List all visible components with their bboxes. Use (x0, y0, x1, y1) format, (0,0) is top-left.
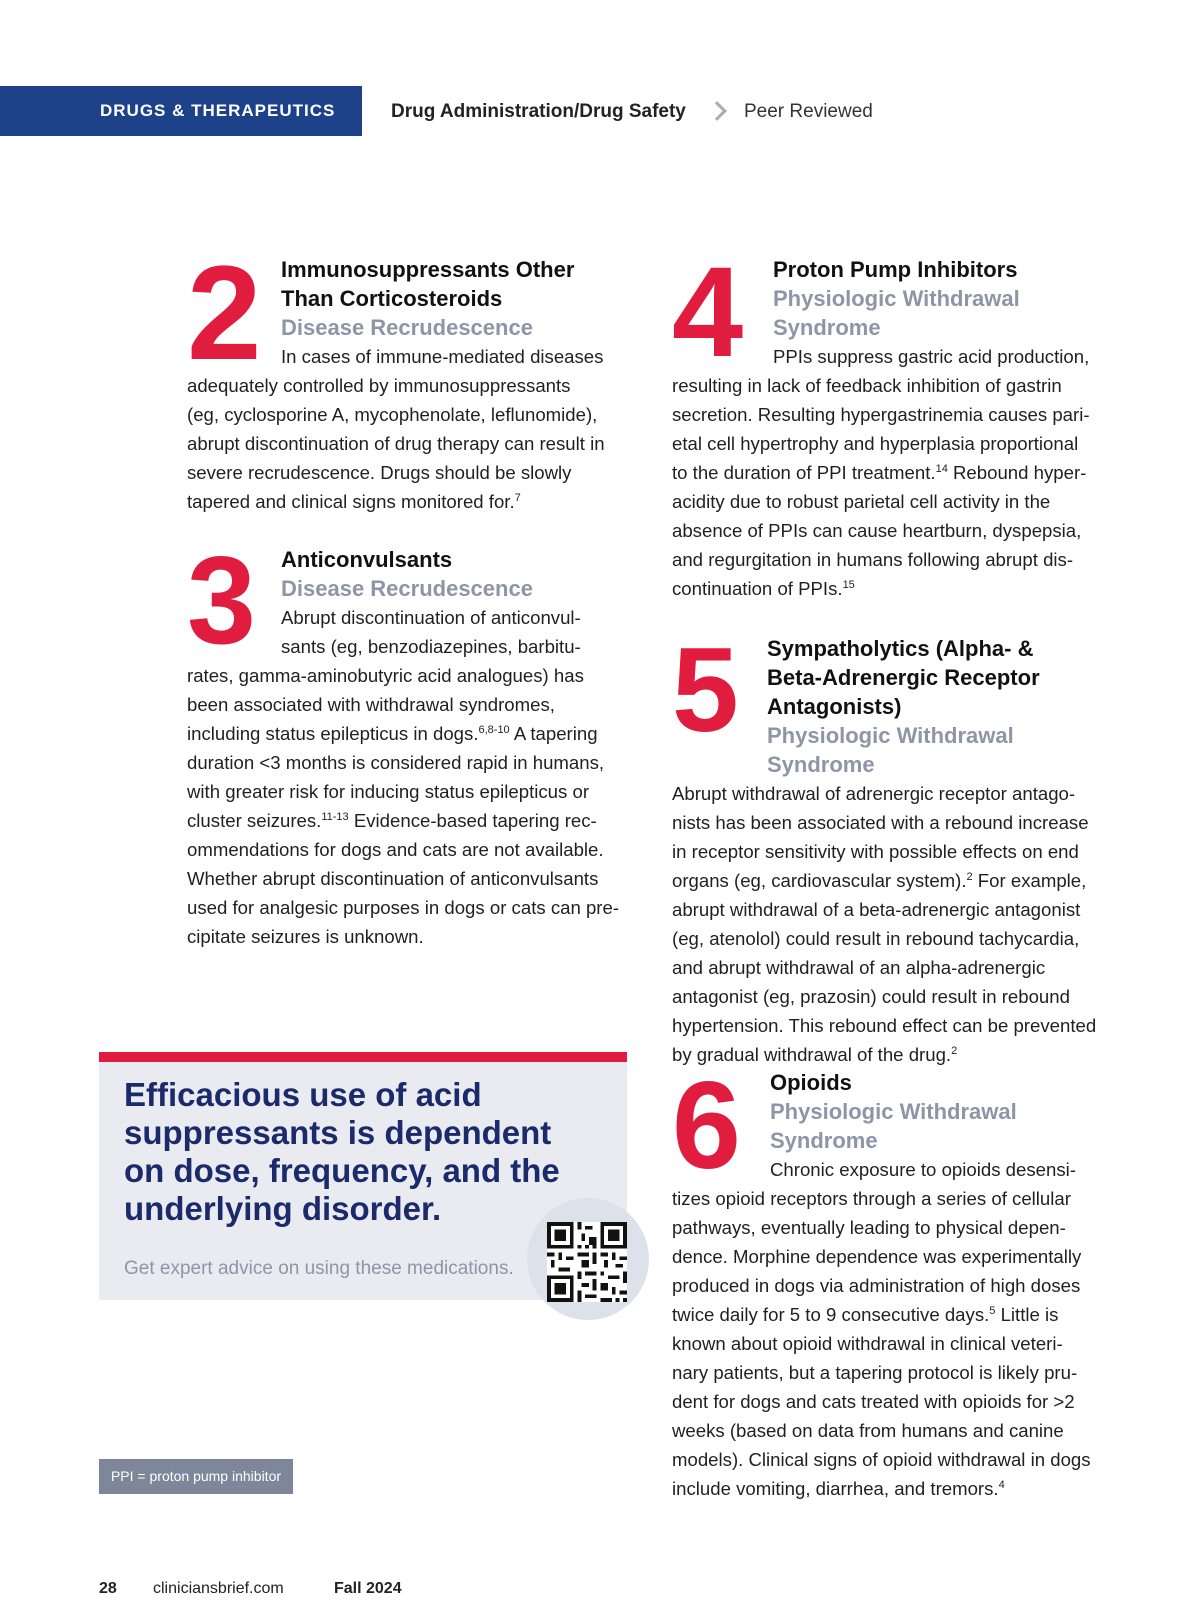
section-body: In cases of immune-mediated diseases adequately controlled by immunosuppressants (eg, cyclosporine A, mycophenolate, leflunomide), abrupt discontinuation of drug therapy can result in severe recrudescence. Drugs should be slowly tapered and clinical signs monitored for.$^7$ (187, 346, 605, 512)
reference: 5 (989, 1304, 996, 1317)
section-body: Chronic exposure to opioids desensi- tizes opioid receptors through a series of cellular pathways, eventually leading to physical depen- dence. Morphine dependence was experimentally produced in dogs via administration of high doses twice daily for 5 to 9 consecutive days.$^5$ Little is known about opioid withdrawal in clinical veteri- nary patients, but a tapering protocol is likely pru- dent for dogs and cats treated with opioids for >2 weeks (based on data from humans and canine models). Clinical signs of opioid withdrawal in dogs include vomiting, diarrhea, and tremors.$^4$ (672, 1159, 1091, 1499)
qr-code-icon[interactable] (547, 1222, 627, 1302)
section-subtitle: Physiologic Withdrawal Syndrome (773, 286, 1020, 340)
section-number: 2 (187, 239, 258, 388)
reference: 4 (998, 1478, 1005, 1491)
callout-headline: Efficacious use of acid suppressants is dependent on dose, frequency, and the underlying disorder. (124, 1076, 560, 1227)
reference: 15 (842, 578, 855, 591)
section-3 (187, 532, 627, 951)
section-subtitle: Disease Recrudescence (281, 576, 533, 601)
abbreviation-note: PPI = proton pump inhibitor (99, 1459, 293, 1494)
section-title: Sympatholytics (Alpha- & Beta-Adrenergic Receptor Antagonists) (767, 636, 1040, 719)
section-number: 4 (672, 241, 740, 384)
section-6 (672, 1057, 1122, 1503)
reference: 14 (935, 462, 948, 475)
section-subtitle: Physiologic Withdrawal Syndrome (767, 723, 1014, 777)
section-number: 5 (672, 623, 735, 757)
callout-accent-bar (99, 1052, 627, 1062)
page-number: 28 (99, 1580, 117, 1597)
footer-issue: Fall 2024 (334, 1580, 402, 1597)
section-subtitle: Physiologic Withdrawal Syndrome (770, 1099, 1017, 1153)
section-title: Opioids (770, 1070, 852, 1095)
section-title: Immunosuppressants Other Than Corticosteroids (281, 257, 575, 311)
section-body: Abrupt discontinuation of anticonvul- sants (eg, benzodiazepines, barbitu- rates, gamma-aminobutyric acid analogues) has been associated with withdrawal syndromes, including status epilepticus in dogs.$^{6,8-10}$ A tapering duration <3 months is considered rapid in humans, with greater risk for inducing status epilepticus or cluster seizures.$^{11-13}$ Evidence-based tapering rec- ommendations for dogs and cats are not available. Whether abrupt discontinuation of anticonvulsants used for analgesic purposes in dogs or cats can pre- cipitate seizures is unknown. (187, 607, 620, 947)
footer-site[interactable]: cliniciansbrief.com (153, 1580, 284, 1597)
section-body: Abrupt withdrawal of adrenergic receptor antago- nists has been associated with a rebound increase in receptor sensitivity with possible effects on end organs (eg, cardiovascular system).$^2$ For example, abrupt withdrawal of a beta-adrenergic antagonist (eg, atenolol) could result in rebound tachycardia, and abrupt withdrawal of an alpha-adrenergic antagonist (eg, prazosin) could result in rebound hypertension. This rebound effect can be prevented by gradual withdrawal of the drug.$^2$ (672, 783, 1097, 1065)
section-body: PPIs suppress gastric acid production, resulting in lack of feedback inhibition of gastrin secretion. Resulting hypergastrinemia causes pari- etal cell hypertrophy and hyperplasia proportional to the duration of PPI treatment.$^{14}$ Rebound hyper- acidity due to robust parietal cell activity in the absence of PPIs can cause heartburn, dyspepsia, and regurgitation in humans following abrupt dis- continuation of PPIs.$^{15}$ (672, 346, 1090, 599)
section-title: Proton Pump Inhibitors (773, 257, 1018, 282)
section-label (0, 86, 362, 136)
section-label-text: DRUGS & THERAPEUTICS (100, 101, 336, 120)
reference: 7 (514, 491, 521, 504)
section-number: 6 (672, 1057, 737, 1195)
section-2 (187, 239, 627, 516)
breadcrumb-topic[interactable]: Drug Administration/Drug Safety (391, 101, 686, 122)
reference: 6,8-10 (478, 723, 510, 736)
breadcrumb-status: Peer Reviewed (744, 101, 873, 122)
section-subtitle: Disease Recrudescence (281, 315, 533, 340)
section-5 (672, 623, 1122, 1069)
callout-subtext[interactable]: Get expert advice on using these medications. (124, 1258, 514, 1279)
chevron-right-icon (707, 101, 727, 121)
reference: 2 (951, 1044, 958, 1057)
section-title: Anticonvulsants (281, 547, 453, 572)
reference: 11-13 (321, 810, 349, 823)
reference: 2 (966, 870, 973, 883)
section-4 (672, 241, 1122, 603)
section-number: 3 (187, 532, 252, 670)
